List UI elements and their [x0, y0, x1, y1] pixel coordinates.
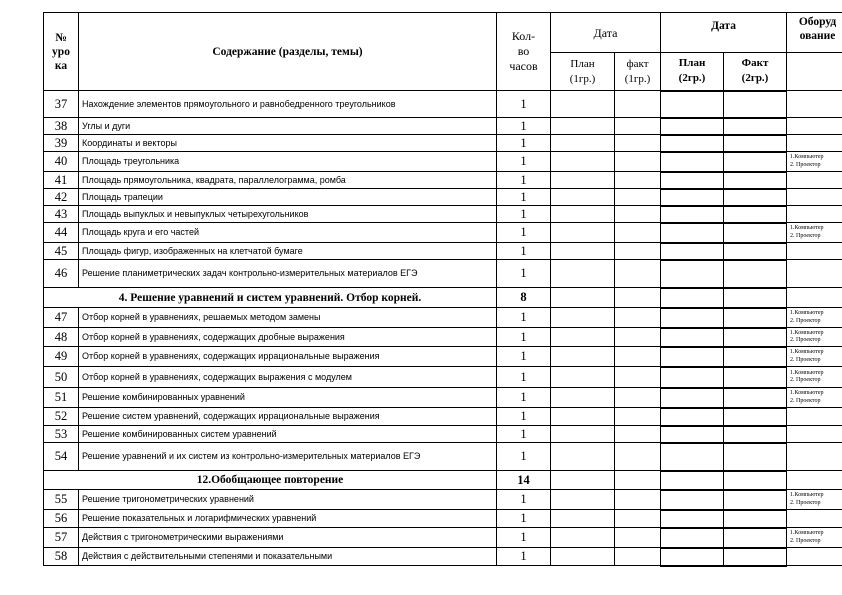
plan1-cell: [551, 152, 615, 172]
table-row: [44, 328, 842, 347]
plan1-cell: [551, 548, 615, 566]
plan2-cell: [661, 548, 724, 566]
fact1-cell: [615, 490, 661, 510]
section-hours: 8: [497, 288, 551, 308]
thematic-plan-table: [43, 12, 842, 567]
lesson-hours: 1: [497, 223, 551, 243]
plan2-cell: [661, 471, 724, 490]
equipment-cell: [787, 91, 842, 118]
table-row: [44, 260, 842, 288]
section-title: 4. Решение уравнений и систем уравнений. Отбор корней.: [44, 288, 497, 308]
fact1-cell: [615, 288, 661, 308]
table-row: [44, 443, 842, 471]
lesson-hours: 1: [497, 328, 551, 347]
fact2-cell: [724, 91, 787, 118]
plan1-cell: [551, 260, 615, 288]
fact1-cell: [615, 152, 661, 172]
equipment-cell: 1.Компьютер 2. Проектор: [787, 490, 842, 510]
lesson-topic: Отбор корней в уравнениях, содержащих выражения с модулем: [79, 367, 497, 388]
plan2-cell: [661, 189, 724, 206]
lesson-number: 45: [44, 243, 79, 260]
lesson-hours: 1: [497, 528, 551, 548]
plan2-cell: [661, 328, 724, 347]
plan2-cell: [661, 510, 724, 528]
fact2-cell: [724, 243, 787, 260]
lesson-number: 50: [44, 367, 79, 388]
lesson-number: 55: [44, 490, 79, 510]
plan-group2-header: План (2гр.): [661, 53, 724, 91]
plan2-cell: [661, 443, 724, 471]
section-row: [44, 288, 842, 308]
table-row: [44, 223, 842, 243]
plan1-cell: [551, 328, 615, 347]
lesson-topic: Координаты и векторы: [79, 135, 497, 152]
fact2-cell: [724, 223, 787, 243]
lesson-topic: Площадь трапеции: [79, 189, 497, 206]
table-row: [44, 135, 842, 152]
fact1-cell: [615, 260, 661, 288]
fact1-cell: [615, 408, 661, 426]
lesson-hours: 1: [497, 118, 551, 135]
lesson-hours: 1: [497, 91, 551, 118]
plan2-cell: [661, 91, 724, 118]
lesson-topic: Решение планиметрических задач контрольно-измерительных материалов ЕГЭ: [79, 260, 497, 288]
fact2-cell: [724, 510, 787, 528]
fact1-cell: [615, 243, 661, 260]
fact2-cell: [724, 471, 787, 490]
lesson-number: 40: [44, 152, 79, 172]
lesson-number: 39: [44, 135, 79, 152]
plan2-cell: [661, 135, 724, 152]
lesson-hours: 1: [497, 408, 551, 426]
table-row: [44, 388, 842, 408]
lesson-topic: Решение показательных и логарифмических уравнений: [79, 510, 497, 528]
plan1-cell: [551, 426, 615, 443]
lesson-topic: Нахождение элементов прямоугольного и равнобедренного треугольников: [79, 91, 497, 118]
lesson-number-header: № уро ка: [44, 13, 79, 91]
fact2-cell: [724, 443, 787, 471]
section-title: 12.Обобщающее повторение: [44, 471, 497, 490]
plan2-cell: [661, 118, 724, 135]
section-row: [44, 471, 842, 490]
plan1-cell: [551, 471, 615, 490]
lesson-number: 52: [44, 408, 79, 426]
equipment-cell: [787, 206, 842, 223]
fact1-cell: [615, 528, 661, 548]
lesson-topic: Решение уравнений и их систем из контрольно-измерительных материалов ЕГЭ: [79, 443, 497, 471]
lesson-hours: 1: [497, 367, 551, 388]
table-row: [44, 189, 842, 206]
lesson-hours: 1: [497, 206, 551, 223]
fact1-cell: [615, 426, 661, 443]
fact2-cell: [724, 388, 787, 408]
table-row: [44, 510, 842, 528]
lesson-hours: 1: [497, 189, 551, 206]
lesson-topic: Решение тригонометрических уравнений: [79, 490, 497, 510]
plan1-cell: [551, 172, 615, 189]
plan2-cell: [661, 172, 724, 189]
plan1-cell: [551, 118, 615, 135]
lesson-topic: Отбор корней в уравнениях, содержащих дробные выражения: [79, 328, 497, 347]
equipment-cell: 1.Компьютер 2. Проектор: [787, 528, 842, 548]
content-header: Содержание (разделы, темы): [79, 13, 497, 91]
plan1-cell: [551, 388, 615, 408]
plan1-cell: [551, 206, 615, 223]
plan2-cell: [661, 308, 724, 328]
fact1-cell: [615, 471, 661, 490]
lesson-hours: 1: [497, 426, 551, 443]
plan2-cell: [661, 206, 724, 223]
lesson-topic: Действия с тригонометрическими выражениями: [79, 528, 497, 548]
plan-group1-header: План (1гр.): [551, 53, 615, 91]
lesson-hours: 1: [497, 347, 551, 367]
fact2-cell: [724, 172, 787, 189]
table-row: [44, 206, 842, 223]
plan2-cell: [661, 288, 724, 308]
fact2-cell: [724, 426, 787, 443]
date-group1-header: Дата: [551, 13, 661, 53]
lesson-number: 49: [44, 347, 79, 367]
equipment-cell: [787, 189, 842, 206]
fact2-cell: [724, 408, 787, 426]
equipment-subheader: [787, 53, 842, 91]
plan2-cell: [661, 388, 724, 408]
fact2-cell: [724, 528, 787, 548]
plan2-cell: [661, 408, 724, 426]
lesson-number: 51: [44, 388, 79, 408]
date-group2-header: Дата: [661, 13, 787, 53]
table-row: [44, 243, 842, 260]
lesson-topic: Углы и дуги: [79, 118, 497, 135]
lesson-number: 57: [44, 528, 79, 548]
fact1-cell: [615, 118, 661, 135]
lesson-topic: Отбор корней в уравнениях, содержащих иррациональные выражения: [79, 347, 497, 367]
lesson-topic: Площадь прямоугольника, квадрата, параллелограмма, ромба: [79, 172, 497, 189]
plan1-cell: [551, 91, 615, 118]
table-row: [44, 528, 842, 548]
equipment-cell: [787, 260, 842, 288]
fact2-cell: [724, 308, 787, 328]
equipment-cell: 1.Компьютер 2. Проектор: [787, 223, 842, 243]
plan2-cell: [661, 223, 724, 243]
table-row: [44, 426, 842, 443]
table-row: [44, 347, 842, 367]
plan1-cell: [551, 367, 615, 388]
lesson-topic: Отбор корней в уравнениях, решаемых методом замены: [79, 308, 497, 328]
lesson-topic: Решение систем уравнений, содержащих иррациональные выражения: [79, 408, 497, 426]
lesson-number: 48: [44, 328, 79, 347]
equipment-cell: [787, 243, 842, 260]
fact2-cell: [724, 328, 787, 347]
plan2-cell: [661, 528, 724, 548]
table-row: [44, 118, 842, 135]
plan1-cell: [551, 510, 615, 528]
lesson-topic: Решение комбинированных уравнений: [79, 388, 497, 408]
lesson-number: 37: [44, 91, 79, 118]
lesson-hours: 1: [497, 510, 551, 528]
table-row: [44, 408, 842, 426]
fact1-cell: [615, 548, 661, 566]
plan1-cell: [551, 443, 615, 471]
equipment-cell: [787, 118, 842, 135]
equipment-cell: [787, 443, 842, 471]
plan2-cell: [661, 260, 724, 288]
plan2-cell: [661, 243, 724, 260]
equipment-cell: [787, 172, 842, 189]
lesson-number: 42: [44, 189, 79, 206]
lesson-topic: Площадь фигур, изображенных на клетчатой бумаге: [79, 243, 497, 260]
fact2-cell: [724, 206, 787, 223]
fact1-cell: [615, 328, 661, 347]
fact2-cell: [724, 135, 787, 152]
lesson-number: 47: [44, 308, 79, 328]
lesson-topic: Действия с действительными степенями и показательными: [79, 548, 497, 566]
lesson-hours: 1: [497, 308, 551, 328]
equipment-cell: 1.Компьютер 2. Проектор: [787, 367, 842, 388]
plan1-cell: [551, 223, 615, 243]
plan1-cell: [551, 308, 615, 328]
plan1-cell: [551, 528, 615, 548]
table-row: [44, 308, 842, 328]
lesson-number: 53: [44, 426, 79, 443]
plan2-cell: [661, 152, 724, 172]
fact1-cell: [615, 172, 661, 189]
plan1-cell: [551, 135, 615, 152]
lesson-number: 41: [44, 172, 79, 189]
equipment-cell: [787, 471, 842, 490]
section-hours: 14: [497, 471, 551, 490]
fact2-cell: [724, 152, 787, 172]
fact1-cell: [615, 91, 661, 118]
lesson-topic: Решение комбинированных систем уравнений: [79, 426, 497, 443]
lesson-topic: Площадь круга и его частей: [79, 223, 497, 243]
equipment-cell: 1.Компьютер 2. Проектор: [787, 347, 842, 367]
lesson-hours: 1: [497, 243, 551, 260]
plan2-cell: [661, 490, 724, 510]
fact2-cell: [724, 288, 787, 308]
fact1-cell: [615, 443, 661, 471]
fact1-cell: [615, 135, 661, 152]
equipment-cell: 1.Компьютер 2. Проектор: [787, 308, 842, 328]
lesson-hours: 1: [497, 152, 551, 172]
fact1-cell: [615, 510, 661, 528]
equipment-cell: [787, 426, 842, 443]
fact1-cell: [615, 347, 661, 367]
plan1-cell: [551, 243, 615, 260]
equipment-cell: 1.Компьютер 2. Проектор: [787, 388, 842, 408]
fact1-cell: [615, 189, 661, 206]
table-row: [44, 152, 842, 172]
equipment-cell: [787, 548, 842, 566]
equipment-cell: 1.Компьютер 2. Проектор: [787, 152, 842, 172]
table-row: [44, 548, 842, 566]
lesson-number: 54: [44, 443, 79, 471]
fact1-cell: [615, 223, 661, 243]
lesson-hours: 1: [497, 260, 551, 288]
fact2-cell: [724, 189, 787, 206]
fact2-cell: [724, 490, 787, 510]
plan2-cell: [661, 426, 724, 443]
plan1-cell: [551, 189, 615, 206]
equipment-header: Оборуд ование: [787, 13, 842, 53]
table-row: [44, 172, 842, 189]
lesson-number: 46: [44, 260, 79, 288]
lesson-hours: 1: [497, 443, 551, 471]
table-row: [44, 91, 842, 118]
plan1-cell: [551, 288, 615, 308]
lesson-hours: 1: [497, 135, 551, 152]
lesson-hours: 1: [497, 548, 551, 566]
plan2-cell: [661, 367, 724, 388]
table-row: [44, 490, 842, 510]
lesson-topic: Площадь выпуклых и невыпуклых четырехугольников: [79, 206, 497, 223]
fact1-cell: [615, 367, 661, 388]
hours-header: Кол- во часов: [497, 13, 551, 91]
lesson-number: 38: [44, 118, 79, 135]
fact2-cell: [724, 347, 787, 367]
lesson-number: 58: [44, 548, 79, 566]
fact1-cell: [615, 388, 661, 408]
fact2-cell: [724, 548, 787, 566]
plan1-cell: [551, 408, 615, 426]
plan1-cell: [551, 347, 615, 367]
fact1-cell: [615, 308, 661, 328]
fact2-cell: [724, 118, 787, 135]
plan2-cell: [661, 347, 724, 367]
fact-group1-header: факт (1гр.): [615, 53, 661, 91]
equipment-cell: 1.Компьютер 2. Проектор: [787, 328, 842, 347]
equipment-cell: [787, 408, 842, 426]
lesson-hours: 1: [497, 172, 551, 189]
fact1-cell: [615, 206, 661, 223]
equipment-cell: [787, 510, 842, 528]
lesson-topic: Площадь треугольника: [79, 152, 497, 172]
fact2-cell: [724, 367, 787, 388]
lesson-number: 43: [44, 206, 79, 223]
plan1-cell: [551, 490, 615, 510]
fact-group2-header: Факт (2гр.): [724, 53, 787, 91]
lesson-hours: 1: [497, 490, 551, 510]
lesson-number: 56: [44, 510, 79, 528]
fact2-cell: [724, 260, 787, 288]
equipment-cell: [787, 135, 842, 152]
lesson-number: 44: [44, 223, 79, 243]
equipment-cell: [787, 288, 842, 308]
lesson-hours: 1: [497, 388, 551, 408]
table-row: [44, 367, 842, 388]
